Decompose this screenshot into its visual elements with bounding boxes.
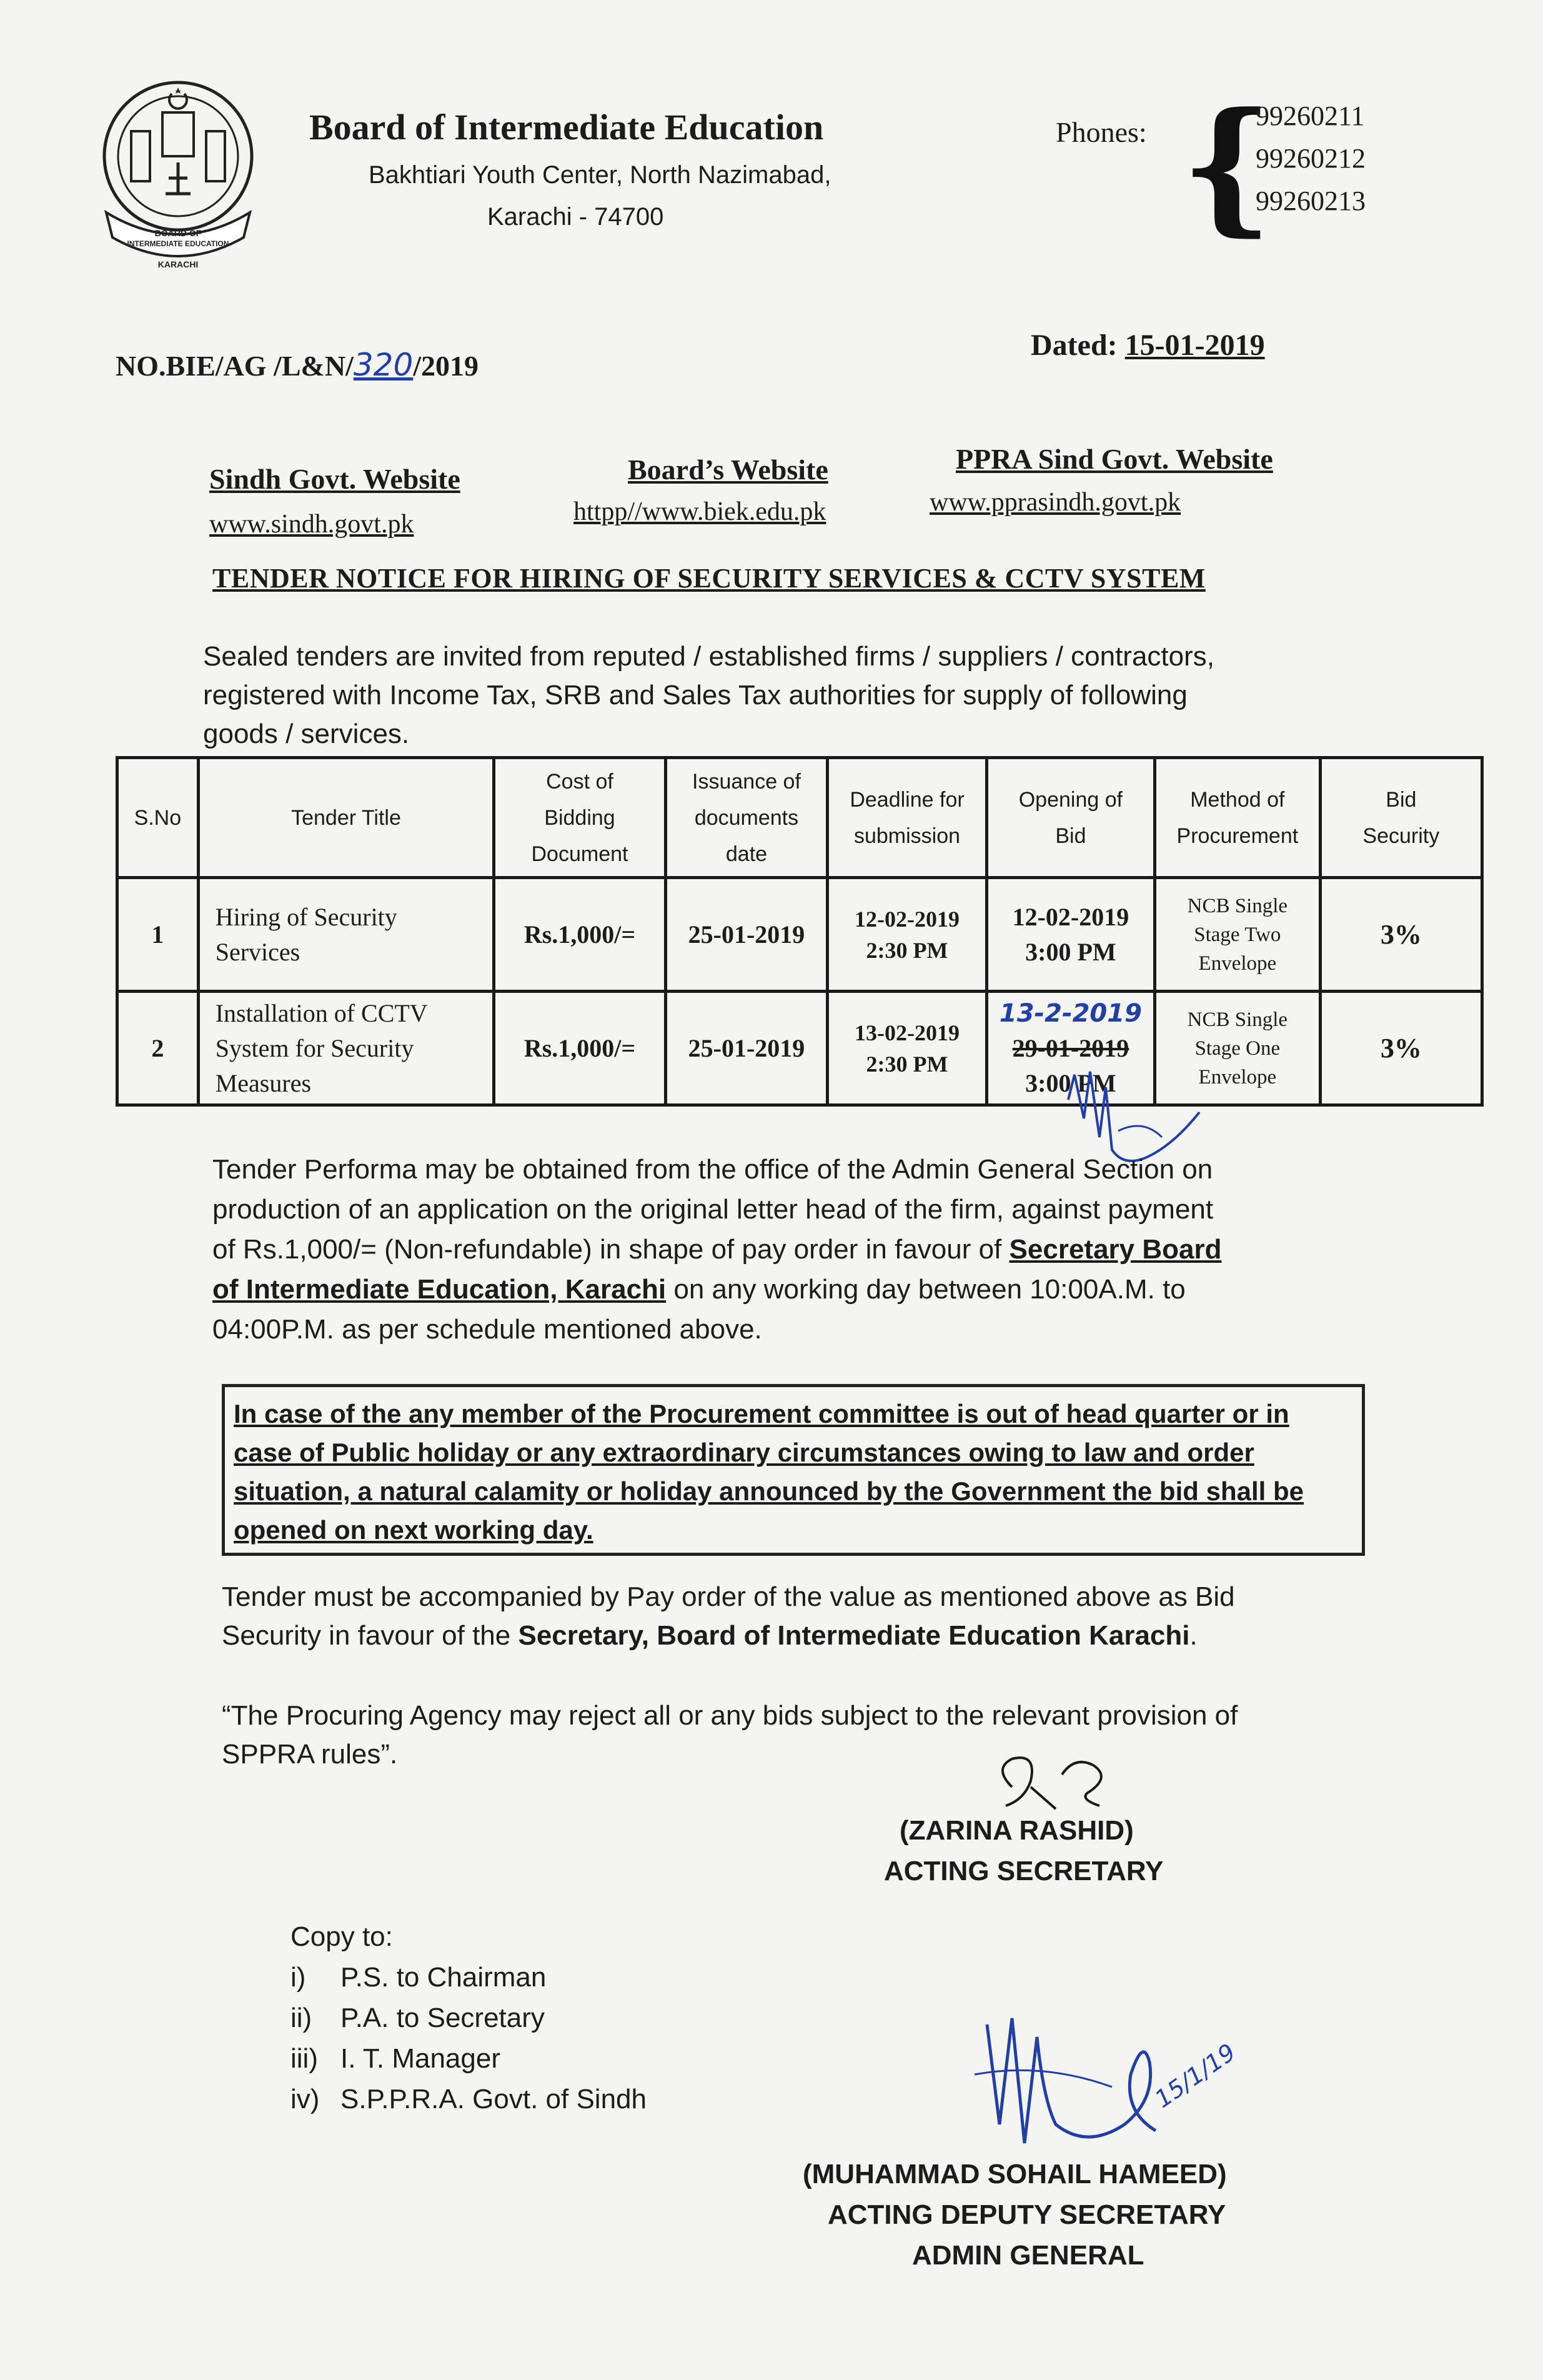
col-header-security: Bid Security <box>1320 758 1482 878</box>
col-header-cost: Cost of Bidding Document <box>494 758 665 878</box>
rejection-line: “The Procuring Agency may reject all or any bids subject to the relevant provision of <box>222 1700 1238 1731</box>
cell-security: 3% <box>1320 992 1482 1105</box>
signatory-1-title: ACTING SECRETARY <box>884 1856 1164 1886</box>
tender-table <box>116 756 1484 1107</box>
ref-suffix: /2019 <box>413 350 479 382</box>
dated-value: 15-01-2019 <box>1124 329 1265 362</box>
brace-icon: { <box>1181 81 1273 250</box>
cell-sno: 2 <box>117 992 199 1105</box>
performa-line: Tender Performa may be obtained from the office of the Admin General Section on <box>212 1154 1213 1185</box>
phone-2: 99260212 <box>1256 143 1366 174</box>
intro-line: Sealed tenders are invited from reputed / established firms / suppliers / contractors, <box>203 641 1214 672</box>
cell-method: NCB Single Stage One Envelope <box>1155 992 1321 1105</box>
cell-title: Hiring of Security Services <box>198 878 494 992</box>
notice-title: TENDER NOTICE FOR HIRING OF SECURITY SERVICES & CCTV SYSTEM <box>212 563 1206 594</box>
performa-line: of Rs.1,000/= (Non-refundable) in shape of pay order in favour of Secretary Board <box>212 1234 1222 1265</box>
holiday-notice-box <box>222 1384 1365 1556</box>
copy-to-item: i) P.S. to Chairman <box>290 1962 547 1993</box>
col-header-issuance: Issuance of documents date <box>665 758 828 878</box>
cell-security: 3% <box>1320 878 1482 992</box>
website-url-ppra[interactable]: www.pprasindh.govt.pk <box>930 488 1181 517</box>
address-line-2: Karachi - 74700 <box>487 203 664 231</box>
table-row <box>117 992 1482 1105</box>
signatory-2-title-1: ACTING DEPUTY SECRETARY <box>828 2199 1226 2230</box>
ref-prefix: NO.BIE/AG /L&N/ <box>116 350 354 382</box>
reference-number <box>116 347 479 383</box>
table-row <box>117 878 1482 992</box>
board-logo <box>94 69 262 275</box>
address-line-1: Bakhtiari Youth Center, North Nazimabad, <box>369 161 831 189</box>
svg-text:INTERMEDIATE EDUCATION: INTERMEDIATE EDUCATION <box>127 239 229 248</box>
website-url-sindh[interactable]: www.sindh.govt.pk <box>209 510 414 539</box>
cell-deadline: 13-02-2019 2:30 PM <box>828 992 987 1105</box>
intro-line: goods / services. <box>203 719 410 749</box>
dated <box>1031 328 1265 362</box>
notice-line: case of Public holiday or any extraordinary circumstances owing to law and order <box>234 1438 1254 1467</box>
signatory-2-title-2: ADMIN GENERAL <box>912 2240 1144 2271</box>
copy-to-label: Copy to: <box>290 1921 393 1952</box>
table-header-row <box>117 758 1482 878</box>
phone-3: 99260213 <box>1256 186 1366 216</box>
performa-line: 04:00P.M. as per schedule mentioned above. <box>212 1314 762 1345</box>
cell-cost: Rs.1,000/= <box>494 878 665 992</box>
notice-line: In case of the any member of the Procurement committee is out of head quarter or in <box>234 1399 1289 1428</box>
signature-zarina <box>987 1750 1124 1825</box>
copy-to-item: ii) P.A. to Secretary <box>290 2003 545 2033</box>
website-url-board[interactable]: httpp//www.biek.edu.pk <box>573 497 826 526</box>
org-name: Board of Intermediate Education <box>309 107 824 147</box>
intro-line: registered with Income Tax, SRB and Sales Tax authorities for supply of following <box>203 680 1188 710</box>
cell-issuance: 25-01-2019 <box>665 992 828 1105</box>
cell-sno: 1 <box>117 878 199 992</box>
bid-security-line: Security in favour of the Secretary, Board of Intermediate Education Karachi. <box>222 1620 1198 1651</box>
cell-opening: 13-2-2019 29-01-2019 3:00 PM <box>986 992 1154 1105</box>
col-header-sno: S.No <box>117 758 199 878</box>
col-header-deadline: Deadline for submission <box>828 758 987 878</box>
bid-security-paragraph <box>222 1578 1235 1655</box>
performa-line: of Intermediate Education, Karachi on any working day between 10:00A.M. to <box>212 1274 1186 1305</box>
notice-line: situation, a natural calamity or holiday announced by the Government the bid shall be <box>234 1476 1304 1506</box>
intro-paragraph <box>203 637 1214 754</box>
rejection-line: SPPRA rules”. <box>222 1739 398 1770</box>
col-header-opening: Opening of Bid <box>986 758 1154 878</box>
cell-method: NCB Single Stage Two Envelope <box>1155 878 1321 992</box>
performa-line: production of an application on the original letter head of the firm, against payment <box>212 1194 1214 1225</box>
svg-text:KARACHI: KARACHI <box>157 259 199 269</box>
signatory-1-name: (ZARINA RASHID) <box>900 1815 1134 1846</box>
cell-title: Installation of CCTV System for Security Measures <box>198 992 494 1105</box>
col-header-method: Method of Procurement <box>1155 758 1321 878</box>
phone-1: 99260211 <box>1256 101 1365 131</box>
dated-label: Dated: <box>1031 329 1125 362</box>
phones-label: Phones: <box>1056 116 1147 148</box>
notice-line: opened on next working day. <box>234 1515 593 1545</box>
copy-to-item: iii) I. T. Manager <box>290 2043 500 2074</box>
copy-to-item: iv) S.P.P.R.A. Govt. of Sindh <box>290 2084 647 2114</box>
website-heading-sindh: Sindh Govt. Website <box>209 463 460 495</box>
svg-text:BOARD OF: BOARD OF <box>154 228 202 238</box>
ref-handwritten-number: 320 <box>353 347 414 383</box>
performa-paragraph <box>212 1150 1221 1350</box>
cell-issuance: 25-01-2019 <box>665 878 828 992</box>
website-heading-board: Board’s Website <box>628 454 828 485</box>
signature-date-note: 15/1/19 <box>1149 2038 1241 2114</box>
handwritten-correction: 13-2-2019 <box>999 998 1142 1028</box>
signatory-2-name: (MUHAMMAD SOHAIL HAMEED) <box>803 2159 1227 2189</box>
bid-security-line: Tender must be accompanied by Pay order of the value as mentioned above as Bid <box>222 1581 1235 1612</box>
website-heading-ppra: PPRA Sind Govt. Website <box>956 443 1273 475</box>
cell-opening: 12-02-2019 3:00 PM <box>986 878 1154 992</box>
cell-cost: Rs.1,000/= <box>494 992 665 1105</box>
cell-deadline: 12-02-2019 2:30 PM <box>828 878 987 992</box>
col-header-title: Tender Title <box>198 758 494 878</box>
